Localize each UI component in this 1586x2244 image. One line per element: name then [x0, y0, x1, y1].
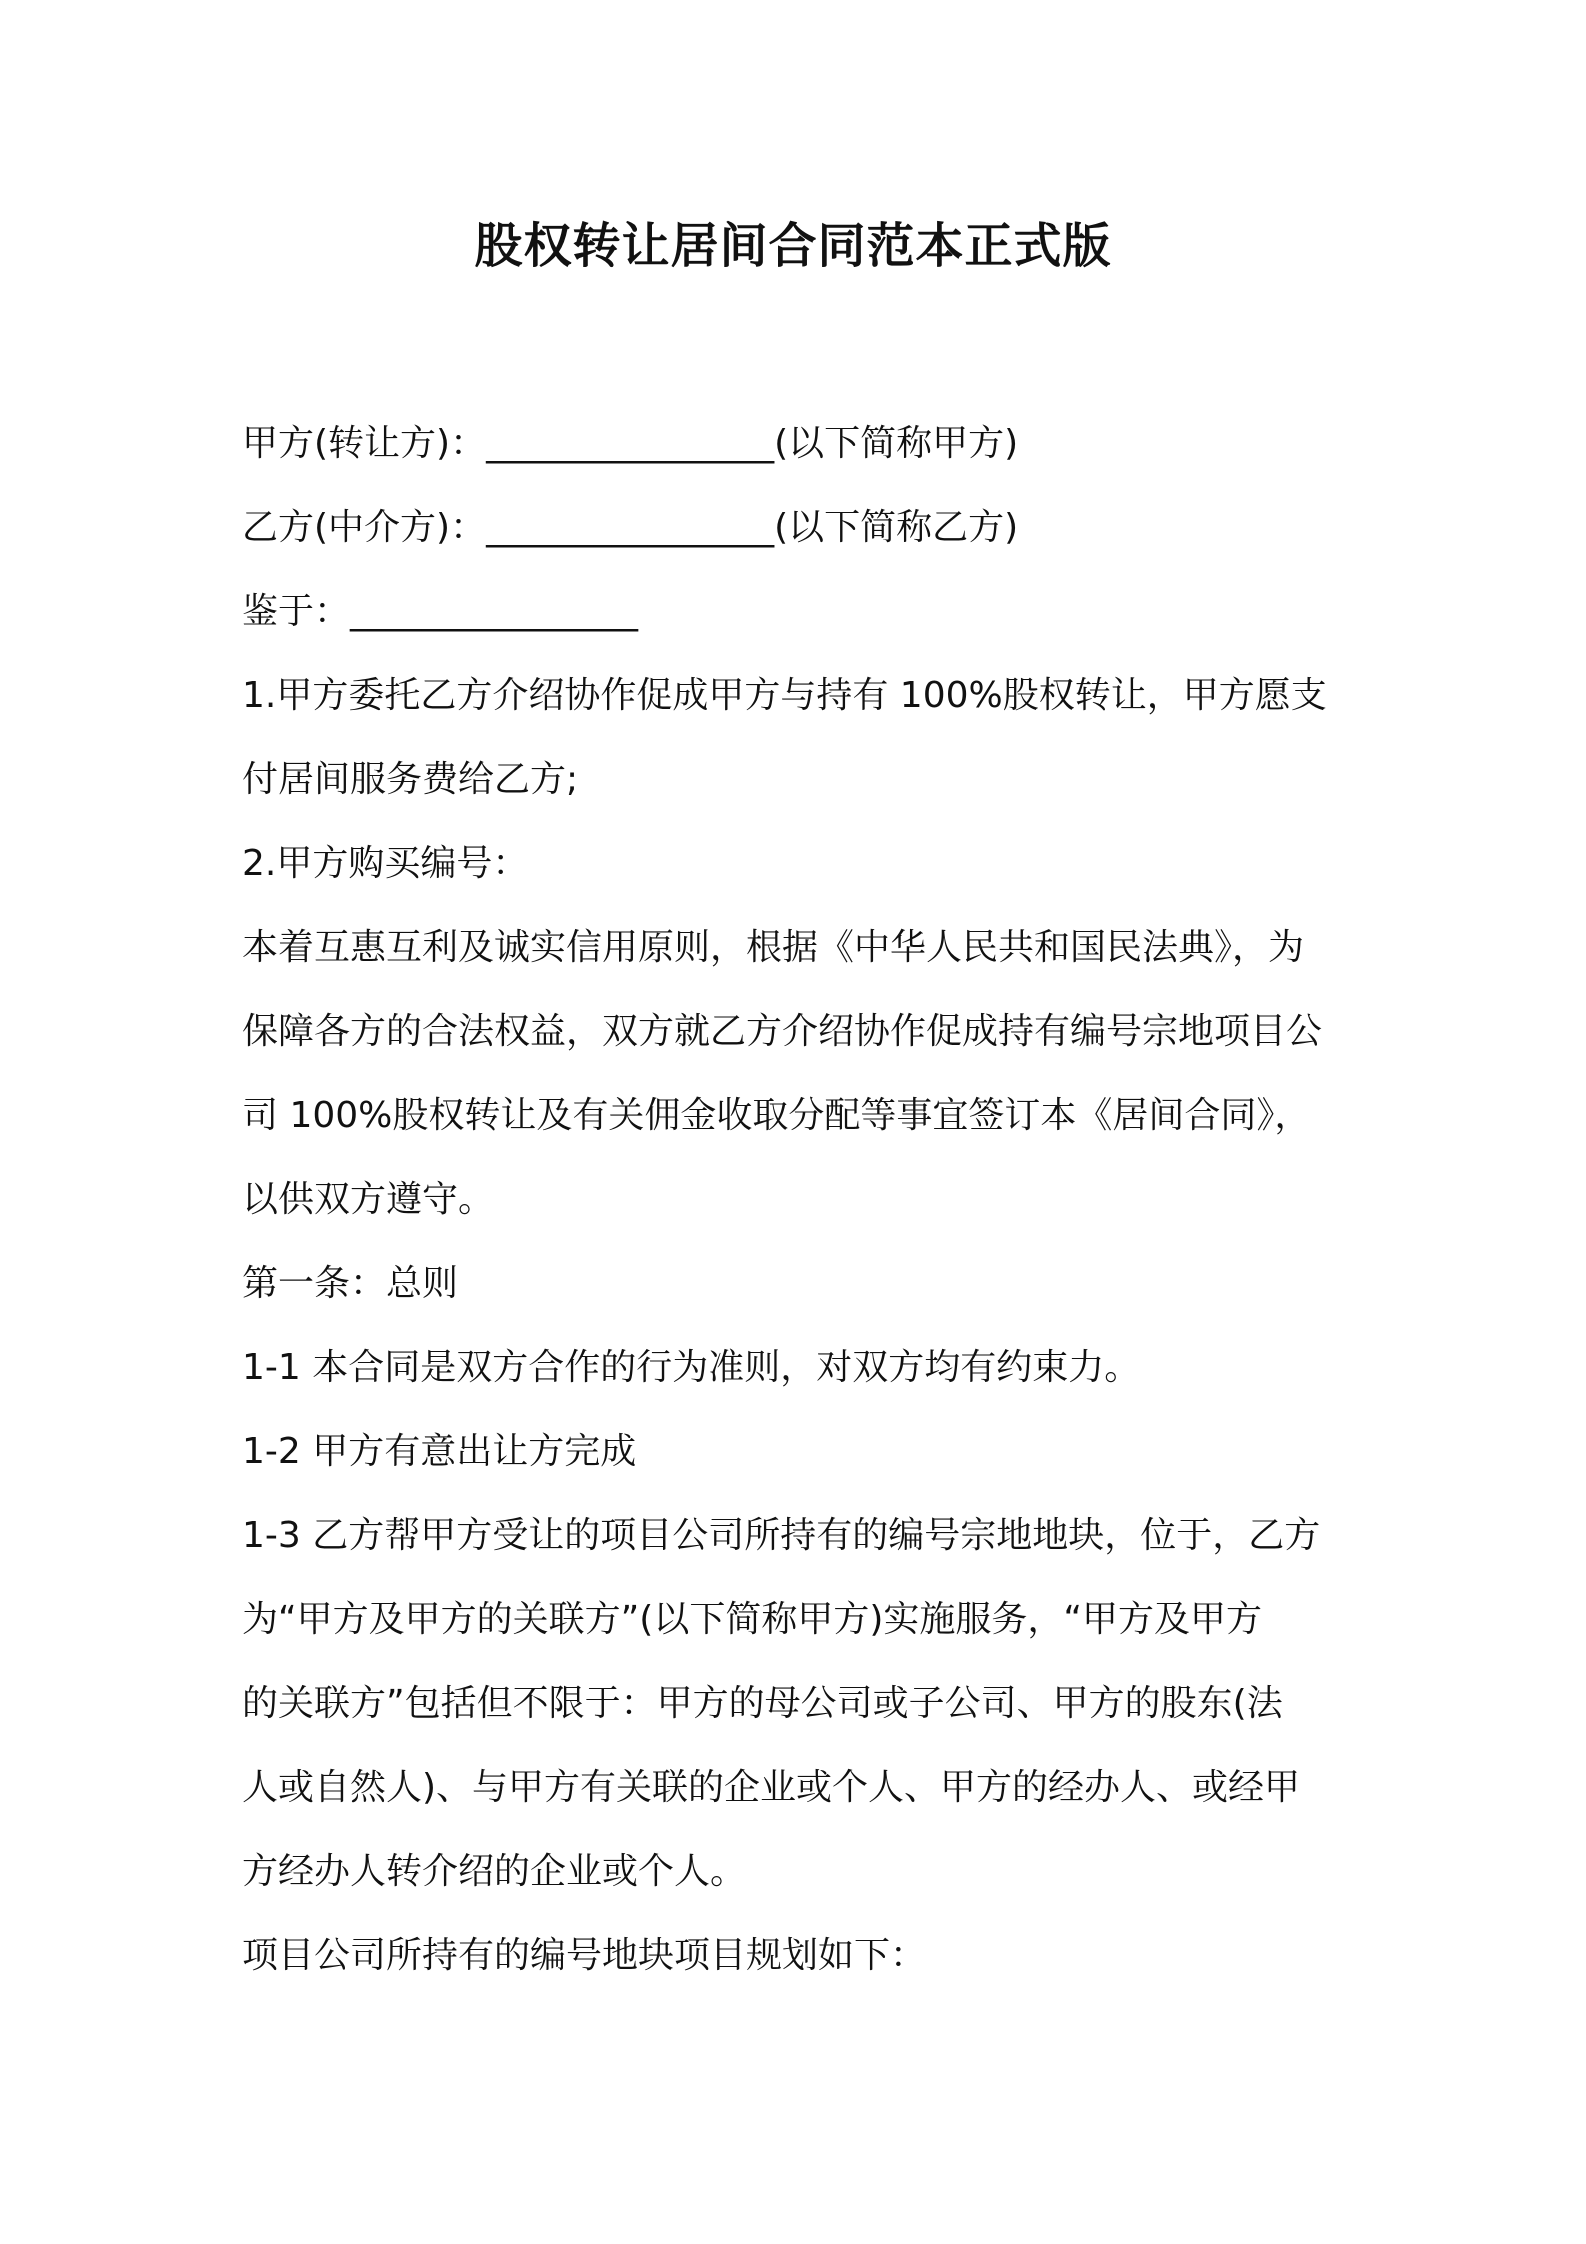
document-body [242, 402, 1362, 1998]
preamble-line-1: 本着互惠互利及诚实信用原则，根据《中华人民共和国民法典》，为 [242, 927, 1305, 968]
article-1-3-line-5: 方经办人转介绍的企业或个人。 [242, 1851, 747, 1892]
party-a-line: 甲方(转让方)：________________(以下简称甲方) [242, 423, 1019, 464]
clause-2-line: 2.甲方购买编号： [242, 843, 529, 884]
article-1-3-line-3: 的关联方”包括但不限于：甲方的母公司或子公司、甲方的股东(法 [242, 1683, 1283, 1724]
preamble-line-4: 以供双方遵守。 [242, 1179, 495, 1220]
document-title: 股权转让居间合同范本正式版 [474, 218, 1112, 274]
article-1-2: 1-2 甲方有意出让方完成 [242, 1431, 637, 1472]
clause-1-line-1: 1.甲方委托乙方介绍协作促成甲方与持有 100%股权转让，甲方愿支 [242, 675, 1327, 716]
article-1-3-line-2: 为“甲方及甲方的关联方”(以下简称甲方)实施服务，“甲方及甲方 [242, 1599, 1263, 1640]
article-1-heading: 第一条：总则 [242, 1263, 459, 1304]
article-1-3-line-4: 人或自然人)、与甲方有关联的企业或个人、甲方的经办人、或经甲 [242, 1767, 1301, 1808]
party-b-line: 乙方(中介方)：________________(以下简称乙方) [242, 507, 1019, 548]
article-1-3-line-1: 1-3 乙方帮甲方受让的项目公司所持有的编号宗地地块，位于，乙方 [242, 1515, 1321, 1556]
preamble-line-2: 保障各方的合法权益，双方就乙方介绍协作促成持有编号宗地项目公 [242, 1011, 1323, 1052]
clause-1-line-2: 付居间服务费给乙方; [242, 759, 579, 800]
article-1-1: 1-1 本合同是双方合作的行为准则，对双方均有约束力。 [242, 1347, 1141, 1388]
project-plan-line: 项目公司所持有的编号地块项目规划如下： [242, 1935, 927, 1976]
preamble-line-3: 司 100%股权转让及有关佣金收取分配等事宜签订本《居间合同》， [242, 1095, 1311, 1136]
whereas-line: 鉴于：________________ [242, 591, 639, 632]
